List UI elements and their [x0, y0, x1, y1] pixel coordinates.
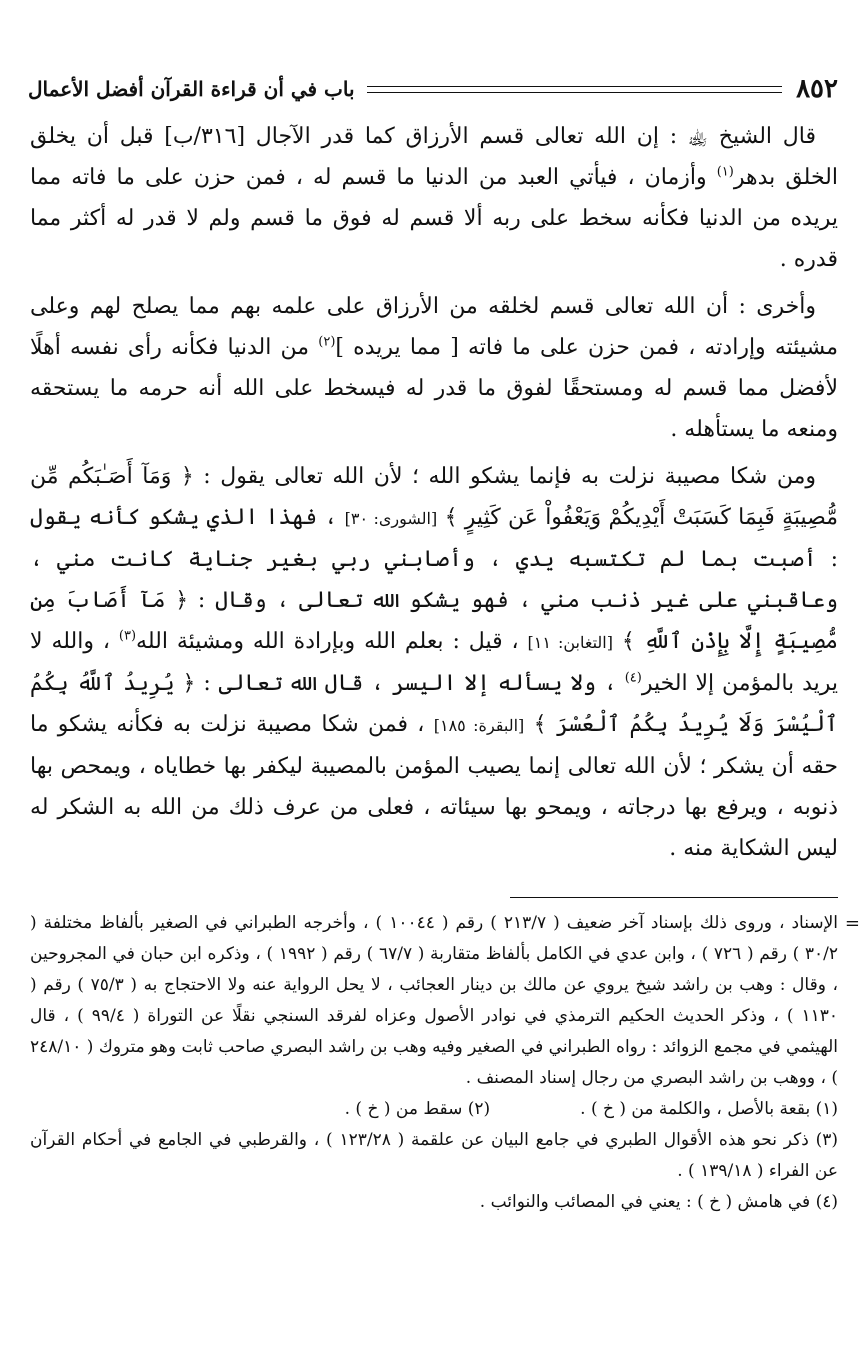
footnote-ref-2[interactable]: (٢) [318, 334, 336, 350]
footnote-ref-3[interactable]: (٣) [118, 628, 137, 644]
page-number: ٨٥٢ [796, 74, 838, 104]
text-run: وأخرى : أن الله تعالى قسم لخلقه من الأرزاق على علمه بهم مما يصلح لهم وعلى مشيئته وإرادته ، فمن حزن على ما فاته [ مما يريده ] [30, 294, 838, 360]
paragraph-3 [30, 456, 838, 869]
main-text [30, 116, 838, 875]
footnote-separator [510, 897, 838, 898]
footnote-1-2-line [30, 1094, 838, 1125]
text-run: وأزمان ، فيأتي العبد من الدنيا ما قسم له ، فمن حزن على ما فاته مما يريده من الدنيا فكأنه سخط على ربه ألا قسم له فوق ما قسم ولم لا قدر له أكثر مما قدره . [30, 165, 838, 272]
footnote-4: (٤) في هامش ( خ ) : يعني في المصائب والنوائب . [479, 1192, 838, 1212]
text-run: قال الشيخ ﵀ : إن الله تعالى قسم الأرزاق كما قدر الآجال [٣١٦/ب] قبل أن يخلق الخلق بدهر [30, 124, 838, 190]
text-run: ، فمن شكا مصيبة نزلت به فكأنه يشكو ما حقه أن يشكر ؛ لأن الله تعالى إنما يصيب المؤمن بالمصيبة ليكفر بها خطاياه ، ويمحص بها ذنوبه ، ويرفع بها درجاته ، ويمحو بها سيئاته ، فعلى من عرف ذلك من الله به الشكر له ليس الشكاية منه . [30, 712, 838, 861]
footnote-3: (٣) ذكر نحو هذه الأقوال الطبري في جامع البيان عن علقمة ( ١٢٣/٢٨ ) ، والقرطبي في الجامع في أحكام القرآن عن الفراء ( ١٣٩/١٨ ) . [30, 1130, 838, 1181]
footnote-continuation [30, 908, 860, 1094]
paragraph-1 [30, 116, 838, 280]
header-double-rule [367, 86, 783, 93]
footnote-1: (١) بقعة بالأصل ، والكلمة من ( خ ) . [580, 1099, 838, 1119]
footnote-ref-1[interactable]: (١) [716, 164, 734, 180]
text-run: ومن شكا مصيبة نزلت به فإنما يشكو الله ؛ لأن الله تعالى يقول : ﴿ وَمَآ أَصَـٰبَكُم مِّن مُّصِيبَةٍ فَبِمَا كَسَبَتْ أَيْدِيكُمْ وَيَعْفُواْ عَن كَثِيرٍ ﴾ [30, 464, 838, 530]
text-run: ، قيل : بعلم الله وبإرادة الله ومشيئة الله [136, 629, 528, 654]
paragraph-2 [30, 286, 838, 450]
quran-citation: [البقرة: ١٨٥] [433, 716, 525, 735]
continuation-mark: = [844, 913, 860, 934]
footnote-2: (٢) سقط من ( خ ) . [344, 1099, 491, 1119]
text-run: ، ولا يسأله إلا اليسر ، قال الله تعالى : ﴿ يُرِيدُ ٱللَّهُ بِكُمُ ٱلْيُسْرَ وَلَا يُرِيدُ بِكُمُ ٱلْعُسْرَ ﴾ [30, 671, 838, 737]
running-title: باب في أن قراءة القرآن أفضل الأعمال [28, 77, 355, 101]
footnotes [30, 908, 860, 1218]
text-run: ، والله لا يريد بالمؤمن إلا الخير [30, 629, 838, 696]
footnote-continuation-text: الإسناد ، وروى ذلك بإسناد آخر ضعيف ( ٢١٣/٧ ) رقم ( ١٠٠٤٤ ) ، وأخرجه الطبراني في الصغير بألفاظ مختلفة ( ٣٠/٢ ) رقم ( ٧٢٦ ) ، وابن عدي في الكامل بألفاظ متقاربة ( ٦٧/٧ ) رقم ( ١٩٩٢ ) ، وذكره ابن حبان في المجروحين ، وقال : وهب بن راشد شيخ يروي عن مالك بن دينار العجائب ، لا يحل الرواية عنه ولا الاحتجاج به ( ٧٥/٣ ) رقم ( ١١٣٠ ) ، وذكر الحديث الحكيم الترمذي في نوادر الأصول وعزاه لفرقد السنجي نقلًا عن التوراة ( ٩٩/٤ ) ، قال الهيثمي في مجمع الزوائد : رواه الطبراني في الصغير وفيه وهب بن راشد البصري صاحب ثابت وهو متروك ( ٢٤٨/١٠ ) ، ووهب بن راشد البصري من رجال إسناد المصنف . [30, 913, 839, 1088]
footnote-ref-4[interactable]: (٤) [624, 670, 642, 686]
quran-citation: [التغابن: ١١] [527, 633, 613, 652]
text-run: ، فهذا الذي يشكو كأنه يقول : أصبت بما لم تكتسبه يدي ، وأصابني ربي بغير جناية كانت مني ، وعاقبني على غير ذنب مني ، فهو يشكو الله تعالى ، وقال : ﴿ مَآ أَصَابَ مِن مُّصِيبَةٍ إِلَّا بِإِذْنِ ٱللَّهِ ﴾ [30, 505, 839, 654]
text-run: من الدنيا فكأنه رأى نفسه أهلًا لأفضل مما قسم له ومستحقًا لفوق ما قدر له فيسخط على الله أنه حرمه ما يستحقه ومنعه ما يستأهله . [30, 335, 838, 442]
quran-citation: [الشورى: ٣٠] [344, 509, 438, 528]
page-header [28, 72, 838, 106]
